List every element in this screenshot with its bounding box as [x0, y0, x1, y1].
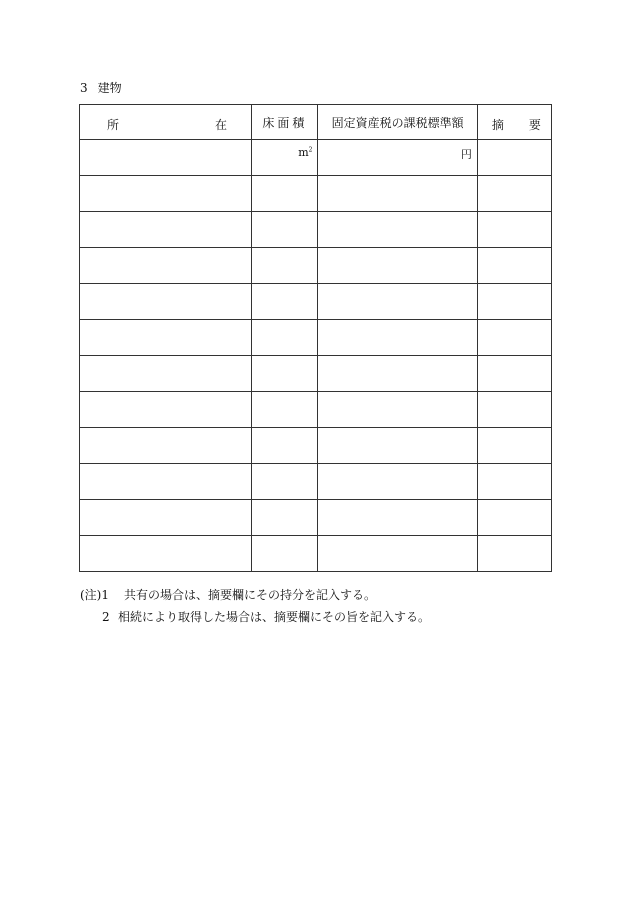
table-row: [80, 464, 552, 500]
table-row: [80, 536, 552, 572]
table-row-first: [80, 140, 552, 176]
cell-value[interactable]: [318, 392, 477, 428]
cell-note[interactable]: [477, 248, 551, 284]
value-unit: 円: [460, 148, 472, 161]
cell-value[interactable]: [318, 284, 477, 320]
cell-note[interactable]: [477, 212, 551, 248]
note-number-2: 2: [102, 610, 110, 624]
cell-value[interactable]: [318, 536, 477, 572]
header-location-a: 所: [107, 118, 120, 132]
cell-area[interactable]: [252, 320, 318, 356]
cell-location[interactable]: [80, 284, 252, 320]
header-location: [80, 105, 252, 140]
header-note-a: 摘: [491, 118, 504, 132]
cell-area[interactable]: [252, 212, 318, 248]
cell-area[interactable]: [252, 176, 318, 212]
section-heading: 建物: [97, 81, 122, 95]
cell-note[interactable]: [477, 176, 551, 212]
table-row: [80, 428, 552, 464]
cell-note[interactable]: [477, 320, 551, 356]
cell-location[interactable]: [80, 356, 252, 392]
note-item-1: [80, 584, 430, 606]
cell-location[interactable]: [80, 248, 252, 284]
table-row: [80, 212, 552, 248]
building-table: [79, 104, 552, 572]
cell-note[interactable]: [477, 140, 551, 176]
table-row: [80, 248, 552, 284]
header-note: [477, 105, 551, 140]
note-item-2: [80, 606, 430, 628]
cell-location[interactable]: [80, 500, 252, 536]
cell-value[interactable]: [318, 500, 477, 536]
cell-value[interactable]: [318, 248, 477, 284]
cell-location[interactable]: [80, 392, 252, 428]
header-value: 固定資産税の課税標準額: [318, 105, 477, 140]
cell-area[interactable]: [252, 248, 318, 284]
cell-value[interactable]: [318, 356, 477, 392]
cell-value[interactable]: [318, 140, 477, 176]
notes: [80, 584, 430, 628]
cell-location[interactable]: [80, 428, 252, 464]
cell-value[interactable]: [318, 176, 477, 212]
cell-area[interactable]: [252, 392, 318, 428]
header-row: [80, 105, 552, 140]
cell-area[interactable]: [252, 500, 318, 536]
table-row: [80, 284, 552, 320]
cell-location[interactable]: [80, 212, 252, 248]
note-label: (注)1: [80, 588, 110, 602]
section-number: 3: [80, 81, 88, 95]
cell-area[interactable]: [252, 536, 318, 572]
cell-location[interactable]: [80, 320, 252, 356]
note-text-1: 共有の場合は、摘要欄にその持分を記入する。: [124, 588, 377, 602]
cell-value[interactable]: [318, 464, 477, 500]
cell-area[interactable]: [252, 428, 318, 464]
table-row: [80, 356, 552, 392]
cell-note[interactable]: [477, 284, 551, 320]
cell-area[interactable]: [252, 284, 318, 320]
cell-note[interactable]: [477, 500, 551, 536]
cell-note[interactable]: [477, 464, 551, 500]
cell-location[interactable]: [80, 536, 252, 572]
table-row: [80, 176, 552, 212]
cell-value[interactable]: [318, 212, 477, 248]
header-location-b: 在: [215, 118, 228, 132]
cell-value[interactable]: [318, 320, 477, 356]
cell-location[interactable]: [80, 140, 252, 176]
cell-area[interactable]: [252, 356, 318, 392]
note-text-2: 相続により取得した場合は、摘要欄にその旨を記入する。: [118, 610, 431, 624]
table-row: [80, 500, 552, 536]
cell-note[interactable]: [477, 536, 551, 572]
area-unit: $m^2$: [298, 146, 313, 159]
cell-note[interactable]: [477, 356, 551, 392]
cell-location[interactable]: [80, 464, 252, 500]
header-area: 床面積: [252, 105, 318, 140]
cell-area[interactable]: [252, 140, 318, 176]
section-title: [80, 79, 122, 96]
cell-value[interactable]: [318, 428, 477, 464]
table-row: [80, 320, 552, 356]
cell-note[interactable]: [477, 392, 551, 428]
cell-location[interactable]: [80, 176, 252, 212]
header-note-b: 要: [528, 118, 541, 132]
cell-area[interactable]: [252, 464, 318, 500]
table-row: [80, 392, 552, 428]
cell-note[interactable]: [477, 428, 551, 464]
